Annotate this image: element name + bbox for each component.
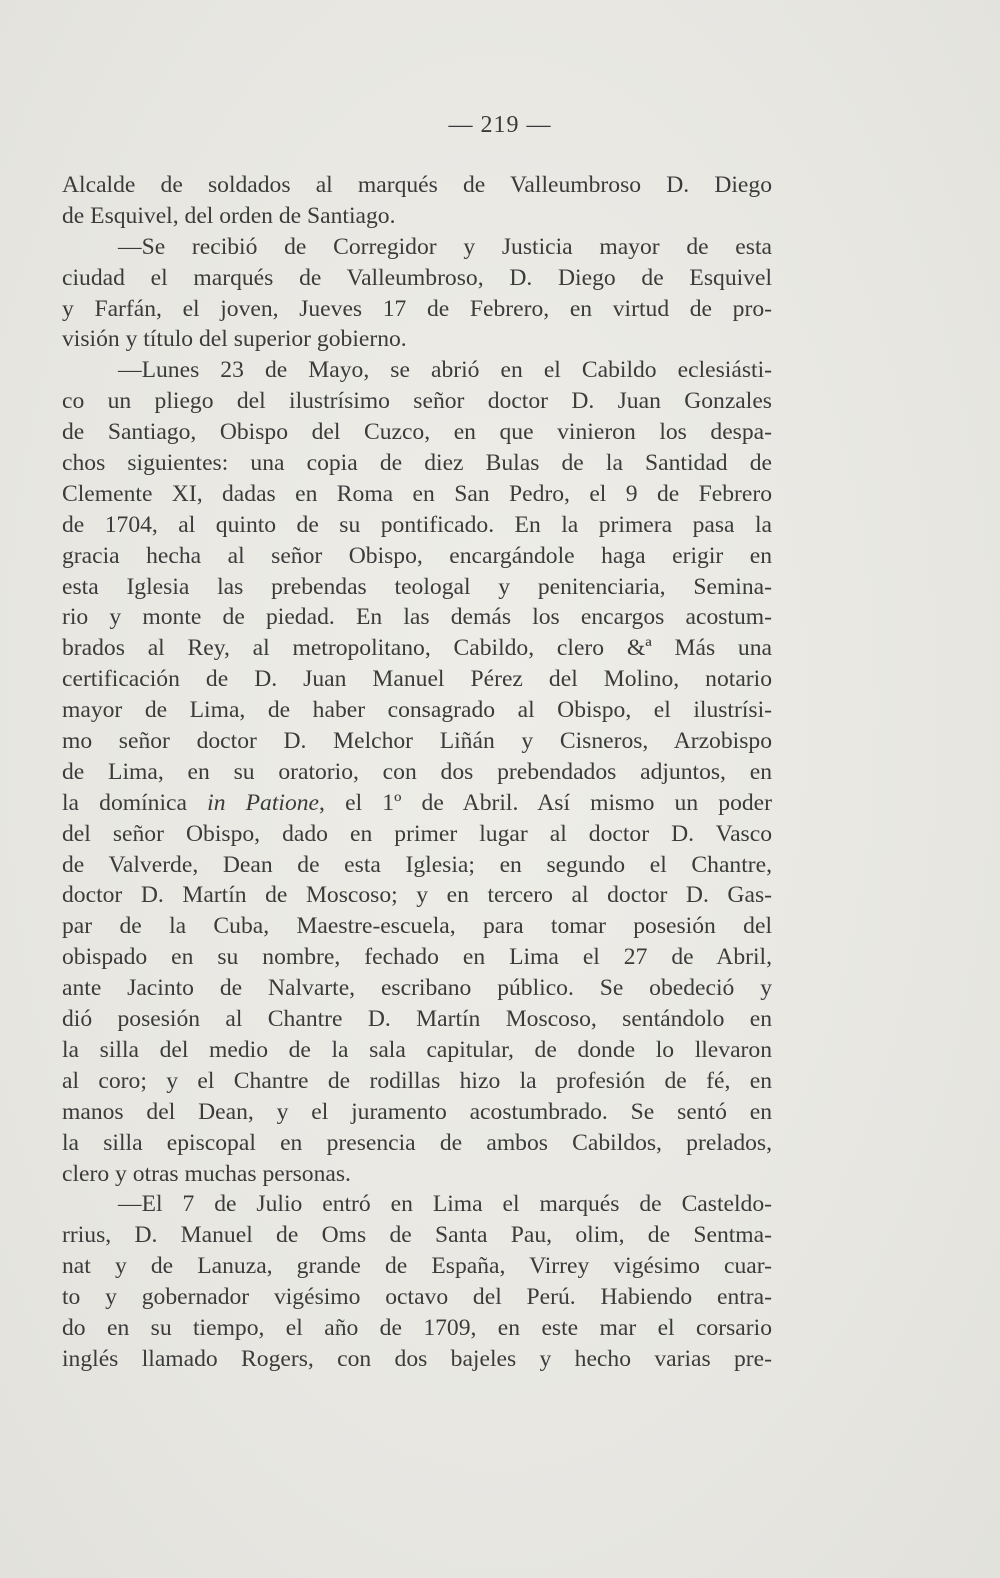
text-line: esta Iglesia las prebendas teologal y penitenciaria, Semina- (62, 573, 772, 600)
text-line: mayor de Lima, de haber consagrado al Obispo, el ilustrísi- (62, 697, 772, 724)
text-line: inglés llamado Rogers, con dos bajeles y hecho varias pre- (62, 1345, 772, 1372)
text-line: de 1704, al quinto de su pontificado. En la primera pasa la (62, 511, 772, 538)
text-line: de Santiago, Obispo del Cuzco, en que vinieron los despa- (62, 419, 772, 446)
text-line: ciudad el marqués de Valleumbroso, D. Diego de Esquivel (62, 264, 772, 291)
text-line: co un pliego del ilustrísimo señor doctor D. Juan Gonzales (62, 388, 772, 415)
italic-phrase: in Patione (207, 789, 320, 816)
text-line: rio y monte de piedad. En las demás los encargos acostum- (62, 604, 772, 631)
text-line: —El 7 de Julio entró en Lima el marqués de Casteldo- (118, 1191, 772, 1218)
text-line: nat y de Lanuza, grande de España, Virrey vigésimo cuar- (62, 1253, 772, 1280)
text-line: doctor D. Martín de Moscoso; y en tercero al doctor D. Gas- (62, 882, 772, 909)
text-fragment: , el 1º de Abril. Así mismo un poder (319, 789, 772, 816)
text-line: de Lima, en su oratorio, con dos prebendados adjuntos, en (62, 758, 772, 785)
text-line: brados al Rey, al metropolitano, Cabildo, clero &ª Más una (62, 635, 772, 662)
text-line: obispado en su nombre, fechado en Lima el 27 de Abril, (62, 944, 772, 971)
text-line: de Esquivel, del orden de Santiago. (62, 202, 396, 229)
text-line: rrius, D. Manuel de Oms de Santa Pau, olim, de Sentma- (62, 1222, 772, 1249)
text-line: —Se recibió de Corregidor y Justicia mayor de esta (118, 233, 772, 260)
text-line: dió posesión al Chantre D. Martín Moscoso, sentándolo en (62, 1006, 772, 1033)
text-line: y Farfán, el joven, Jueves 17 de Febrero, en virtud de pro- (62, 295, 772, 322)
text-line: to y gobernador vigésimo octavo del Perú. Habiendo entra- (62, 1284, 772, 1311)
text-line: de Valverde, Dean de esta Iglesia; en segundo el Chantre, (62, 851, 772, 878)
page-number: — 219 — (448, 112, 552, 138)
text-line: ante Jacinto de Nalvarte, escribano público. Se obedeció y (62, 975, 772, 1002)
text-line: al coro; y el Chantre de rodillas hizo la profesión de fé, en (62, 1067, 772, 1094)
text-line: la silla del medio de la sala capitular, de donde lo llevaron (62, 1036, 772, 1063)
text-line: —Lunes 23 de Mayo, se abrió en el Cabildo eclesiásti- (118, 357, 772, 384)
text-line: certificación de D. Juan Manuel Pérez del Molino, notario (62, 666, 772, 693)
text-line: la silla episcopal en presencia de ambos Cabildos, prelados, (62, 1129, 772, 1156)
body-text (62, 170, 772, 1375)
text-line: par de la Cuba, Maestre-escuela, para tomar posesión del (62, 913, 772, 940)
text-line: chos siguientes: una copia de diez Bulas de la Santidad de (62, 450, 772, 477)
text-fragment: la domínica (62, 789, 208, 816)
text-line: do en su tiempo, el año de 1709, en este mar el corsario (62, 1314, 772, 1341)
text-line: manos del Dean, y el juramento acostumbrado. Se sentó en (62, 1098, 772, 1125)
text-line: Clemente XI, dadas en Roma en San Pedro, el 9 de Febrero (62, 480, 772, 507)
text-line: mo señor doctor D. Melchor Liñán y Cisneros, Arzobispo (62, 728, 772, 755)
text-line-italic (62, 788, 772, 819)
text-line: Alcalde de soldados al marqués de Valleumbroso D. Diego (62, 172, 772, 198)
text-line: del señor Obispo, dado en primer lugar al doctor D. Vasco (62, 820, 772, 847)
text-line: visión y título del superior gobierno. (62, 326, 407, 353)
text-line: gracia hecha al señor Obispo, encargándole haga erigir en (62, 542, 772, 569)
text-line: clero y otras muchas personas. (62, 1160, 351, 1187)
